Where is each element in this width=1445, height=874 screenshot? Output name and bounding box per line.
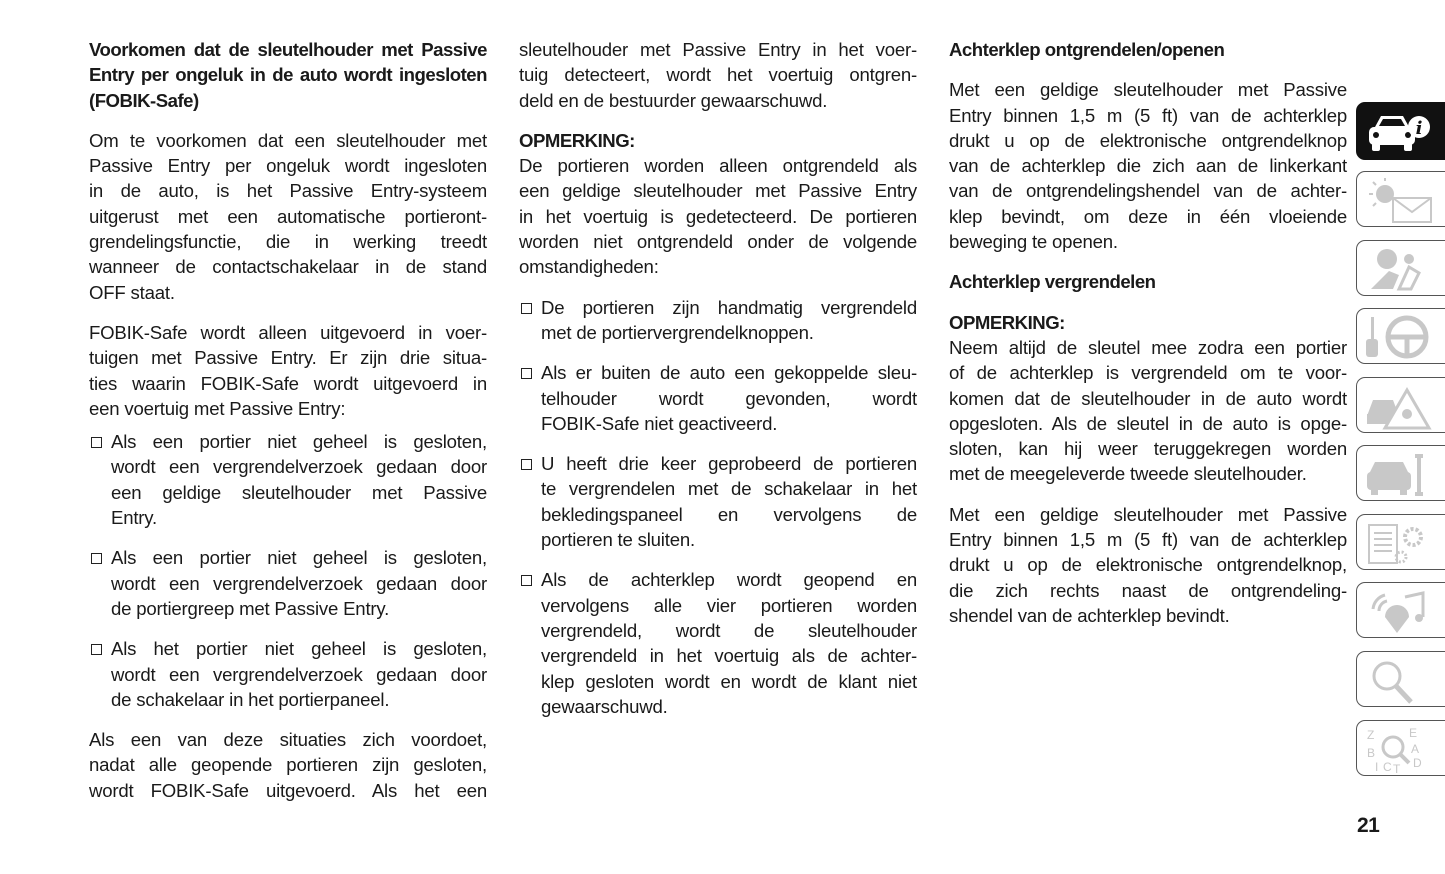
text-line: telhouder wordt gevonden, wordt [541,387,917,409]
paragraph [519,37,917,113]
text-line: in de auto, is het Passive Entry-systeem [89,180,487,202]
checkbox-bullet-icon [91,644,102,655]
text-line: Als het portier niet geheel is gesloten, [111,638,487,660]
text-line: Entry per ongeluk in de auto wordt ingesloten [89,64,487,86]
text-line: met de meegeleverde tweede sleutelhouder. [949,463,1307,485]
chapter-tab-4[interactable] [1356,308,1445,364]
text-line: komen dat de sleutelhouder in de auto wordt [949,387,1347,409]
paragraph [89,320,487,421]
column-2 [519,37,917,719]
text-line: een geldige sleutelhouder met Passive [111,481,487,503]
text-line: de portiergreep met Passive Entry. [111,597,390,619]
column-1 [89,37,487,803]
text-line: wordt een vergrendelverzoek gedaan door [111,572,487,594]
text-line: deld en de bestuurder gewaarschuwd. [519,89,828,111]
text-line: Als een portier niet geheel is gesloten, [111,547,487,569]
section-heading [949,37,1347,62]
text-line: te vergrendelen met de schakelaar in het [541,478,917,500]
text-line: Entry binnen 1,5 m (5 ft) van de achterklep [949,104,1347,126]
paragraph [89,128,487,305]
bullet-item [519,360,917,436]
text-line: drukt u op de elektronische ontgrendelknop, [949,554,1347,576]
text-line: gewaarschuwd. [541,695,668,717]
text-line: van de achterklep die zich aan de linkerkant [949,155,1347,177]
bullet-item [519,295,917,346]
text-line: ties waarin FOBIK-Safe wordt uitgevoerd in [89,372,487,394]
paragraph [89,727,487,803]
text-line: portieren te sluiten. [541,529,695,551]
bullet-item [89,636,487,712]
text-line: of de achterklep is vergrendeld om te voor- [949,362,1347,384]
section-heading [89,37,487,113]
svg-text:i: i [1415,118,1423,139]
chapter-tab-7[interactable] [1356,514,1445,570]
text-line: opgesloten. Als de sleutel in de auto is opge- [949,412,1347,434]
text-line: Als er buiten de auto een gekoppelde sleu- [541,362,917,384]
text-line: vervolgens alle vier portieren worden [541,594,917,616]
text-line: wordt een vergrendelverzoek gedaan door [111,663,487,685]
text-line: OFF staat. [89,281,175,303]
text-line: OPMERKING: [519,129,635,151]
checkbox-bullet-icon [91,553,102,564]
text-line: OPMERKING: [949,311,1065,333]
text-line: bekledingspaneel en vervolgens de [541,503,917,525]
text-line: wordt FOBIK-Safe uitgevoerd. Als het een [89,779,487,801]
text-line: (FOBIK-Safe) [89,89,199,111]
bullet-item [89,545,487,621]
checkbox-bullet-icon [521,368,532,379]
text-line: FOBIK-Safe niet geactiveerd. [541,412,778,434]
bullet-item [519,451,917,552]
text-line: tuig detecteert, wordt het voertuig ontgren- [519,64,917,86]
text-line: U heeft drie keer geprobeerd de portieren [541,453,917,475]
chapter-tab-3[interactable] [1356,240,1445,296]
text-line: in het voertuig is gedetecteerd. De portieren [519,205,917,227]
text-line: FOBIK-Safe wordt alleen uitgevoerd in voer- [89,321,487,343]
text-line: sleutelhouder met Passive Entry in het voer- [519,39,917,60]
text-line: beweging te openen. [949,231,1118,253]
paragraph [949,502,1347,628]
checkbox-bullet-icon [521,459,532,470]
checkbox-bullet-icon [521,575,532,586]
text-line: De portieren worden alleen ontgrendeld als [519,155,917,177]
chapter-tab-10[interactable] [1356,720,1445,776]
text-line: Met een geldige sleutelhouder met Passive [949,79,1347,101]
text-line: Voorkomen dat de sleutelhouder met Passive [89,39,487,60]
text-line: Achterklep ontgrendelen/openen [949,39,1225,60]
note-label [949,310,1347,335]
paragraph [949,335,1347,487]
paragraph [949,77,1347,254]
text-line: wanneer de contactschakelaar in de stand [89,256,487,278]
text-line: worden niet ontgrendeld onder de volgende [519,231,917,253]
text-line: Als een van deze situaties zich voordoet, [89,729,487,751]
text-line: Passive Entry per ongeluk wordt ingesloten [89,155,487,177]
text-line: met de portiervergrendelknoppen. [541,321,814,343]
text-line: vergrendeld, wordt de sleutelhouder [541,619,917,641]
chapter-tab-2[interactable] [1356,171,1445,227]
page-number: 21 [1357,814,1380,837]
checkbox-bullet-icon [91,437,102,448]
text-line: een voertuig met Passive Entry: [89,397,346,419]
text-line: De portieren zijn handmatig vergrendeld [541,296,917,318]
text-line: sloten, kan hij weer teruggekregen worden [949,438,1347,460]
bullet-item [519,567,917,719]
section-heading [949,269,1347,294]
text-line: Als de achterklep wordt geopend en [541,569,917,591]
column-3 [949,37,1347,628]
chapter-tab-5[interactable] [1356,377,1445,433]
text-line: Als een portier niet geheel is gesloten, [111,431,487,453]
text-line: uitgerust met een automatische portieront- [89,205,487,227]
text-line: drukt u op de elektronische ontgrendelknop [949,129,1347,151]
text-line: die zich rechts naast de ontgrendeling- [949,579,1347,601]
chapter-tab-8[interactable] [1356,582,1445,638]
text-line: Entry binnen 1,5 m (5 ft) van de achterklep [949,529,1347,551]
text-line: nadat alle geopende portieren zijn gesloten, [89,754,487,776]
text-line: Neem altijd de sleutel mee zodra een portier [949,336,1347,358]
text-line: de schakelaar in het portierpaneel. [111,688,390,710]
text-line: grendelingsfunctie, die in werking treedt [89,231,487,253]
text-line: tuigen met Passive Entry. Er zijn drie situa- [89,347,487,369]
text-line: klep gesloten wordt en wordt de klant niet [541,670,917,692]
text-line: van de ontgrendelingshendel van de achter- [949,180,1347,202]
text-line: een geldige sleutelhouder met Passive Entry [519,180,917,202]
text-line: Om te voorkomen dat een sleutelhouder met [89,129,487,151]
text-line: omstandigheden: [519,256,659,278]
text-line: Entry. [111,507,157,529]
text-line: vergrendeld in het voertuig als de achter- [541,645,917,667]
chapter-tab-9[interactable] [1356,651,1445,707]
text-line: shendel van de achterklep bevindt. [949,604,1230,626]
text-line: Met een geldige sleutelhouder met Passive [949,503,1347,525]
checkbox-bullet-icon [521,303,532,314]
text-line: Achterklep vergrendelen [949,271,1156,293]
text-line: wordt een vergrendelverzoek gedaan door [111,456,487,478]
chapter-tab-6[interactable] [1356,445,1445,501]
chapter-tab-1[interactable] [1356,102,1445,160]
text-line: klep bevindt, om deze in één vloeiende [949,205,1347,227]
paragraph [519,153,917,279]
note-label [519,128,917,153]
bullet-item [89,429,487,530]
svg-text:ZEBAICTD: Z E B A I CT D [1367,726,1422,775]
